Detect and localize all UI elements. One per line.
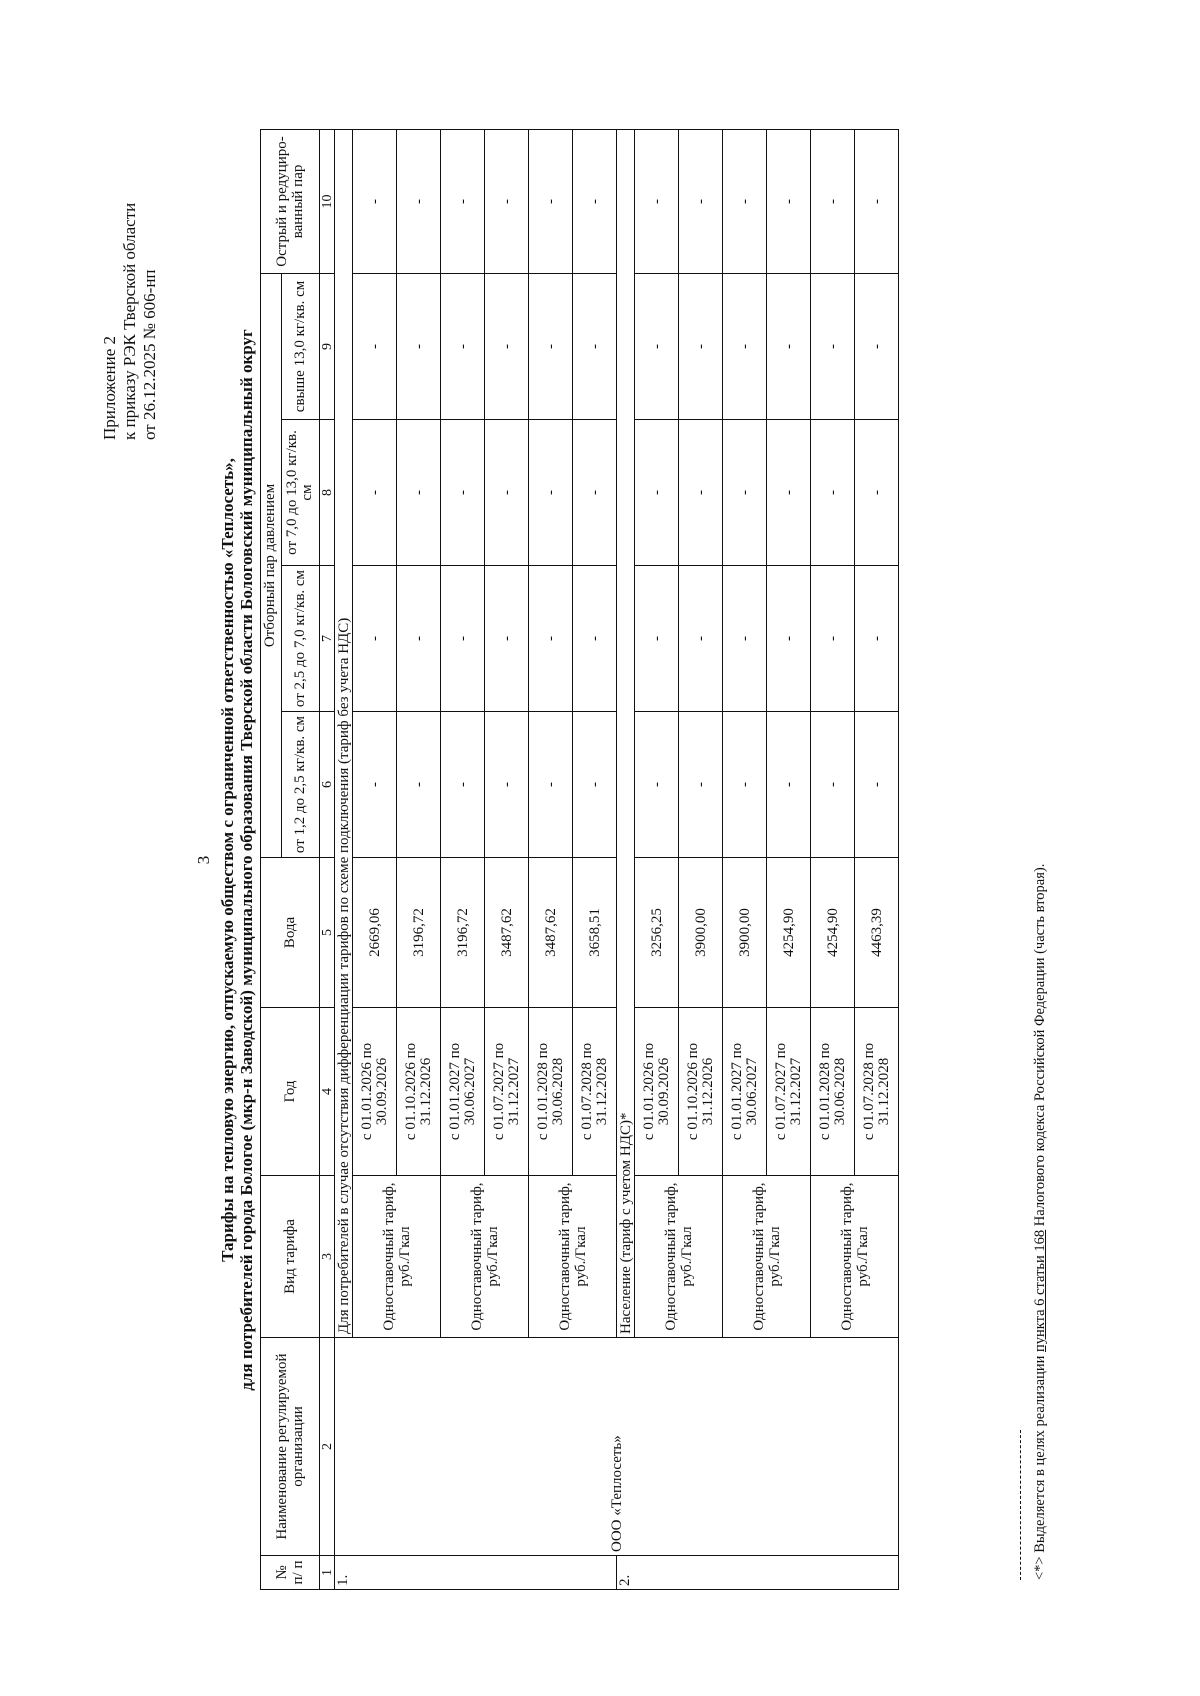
steam-sharp-cell: - [441,129,485,273]
period-cell: с 01.10.2026 по 31.12.2026 [397,1008,441,1176]
organization-name: ООО «Теплосеть» [335,1338,899,1556]
tariff-type-cell: Одноставочный тариф, руб./Гкал [635,1176,723,1338]
steam-p1-cell: - [573,712,617,858]
steam-p3-cell: - [485,420,529,566]
steam-p1-cell: - [353,712,397,858]
steam-p4-cell: - [485,273,529,419]
period-cell: с 01.01.2026 по 30.09.2026 [635,1008,679,1176]
water-cell: 4254,90 [767,858,811,1008]
index-cell: 1 [320,1556,335,1590]
steam-sharp-cell: - [397,129,441,273]
footnote-law-link[interactable]: пункта 6 статьи 168 [1032,1229,1048,1353]
appendix-block [100,140,160,440]
period-cell: с 01.01.2028 по 30.06.2028 [529,1008,573,1176]
title-line-1: Тарифы на тепловую энергию, отпускаемую обществом с ограниченной ответственностью «Теплосеть», [218,458,237,1262]
table-body [320,129,899,1589]
period-cell: с 01.01.2026 по 30.09.2026 [353,1008,397,1176]
steam-sharp-cell: - [635,129,679,273]
footnote [1032,140,1049,1580]
steam-p1-cell: - [811,712,855,858]
header-pressure-3: от 7,0 до 13,0 кг/кв. см [281,420,319,566]
steam-p4-cell: - [723,273,767,419]
steam-p2-cell: - [441,566,485,712]
index-cell: 10 [320,129,335,273]
water-cell: 3256,25 [635,858,679,1008]
steam-sharp-cell: - [723,129,767,273]
index-cell: 9 [320,273,335,419]
steam-p3-cell: - [635,420,679,566]
section-caption: Для потребителей в случае отсутствия дифференциации тарифов по схеме подключения (тариф без учета НДС) [335,129,353,1337]
steam-p2-cell: - [767,566,811,712]
steam-p1-cell: - [485,712,529,858]
tariff-type-cell: Одноставочный тариф, руб./Гкал [811,1176,899,1338]
steam-sharp-cell: - [529,129,573,273]
steam-p1-cell: - [529,712,573,858]
steam-p2-cell: - [485,566,529,712]
section-number: 1. [335,1556,617,1590]
appendix-line-3: от 26.12.2025 № 606-нп [140,269,159,440]
header-steam-group: Отборный пар давлением [261,273,282,857]
index-cell: 5 [320,858,335,1008]
water-cell: 4254,90 [811,858,855,1008]
steam-p3-cell: - [529,420,573,566]
index-cell: 3 [320,1176,335,1338]
water-cell: 3487,62 [485,858,529,1008]
steam-p1-cell: - [723,712,767,858]
tariff-type-cell: Одноставочный тариф, руб./Гкал [441,1176,529,1338]
steam-p2-cell: - [353,566,397,712]
index-row [320,129,335,1589]
footnote-suffix: Налогового кодекса Российской Федерации (часть вторая). [1032,863,1048,1230]
steam-p2-cell: - [855,566,899,712]
steam-p4-cell: - [573,273,617,419]
header-pressure-1: от 1,2 до 2,5 кг/кв. см [281,712,319,858]
steam-p4-cell: - [679,273,723,419]
title-line-2: для потребителей города Бологое (мкр-н Заводской) муниципального образования Тверской области Бологовский муниципальный округ [237,329,256,1391]
period-cell: с 01.07.2027 по 31.12.2027 [485,1008,529,1176]
header-pressure-4: свыше 13,0 кг/кв. см [281,273,319,419]
steam-p1-cell: - [767,712,811,858]
period-cell: с 01.01.2027 по 30.06.2027 [441,1008,485,1176]
steam-sharp-cell: - [811,129,855,273]
steam-sharp-cell: - [353,129,397,273]
tariff-type-cell: Одноставочный тариф, руб./Гкал [723,1176,811,1338]
steam-p4-cell: - [529,273,573,419]
header-org: Наименование регулируемой организации [261,1338,320,1556]
steam-p4-cell: - [441,273,485,419]
steam-p3-cell: - [767,420,811,566]
steam-sharp-cell: - [573,129,617,273]
steam-p4-cell: - [635,273,679,419]
section-number: 2. [617,1556,899,1590]
footnote-divider [1020,1430,1021,1580]
steam-sharp-cell: - [855,129,899,273]
index-cell: 2 [320,1338,335,1556]
steam-p1-cell: - [441,712,485,858]
water-cell: 4463,39 [855,858,899,1008]
index-cell: 6 [320,712,335,858]
steam-p3-cell: - [353,420,397,566]
index-cell: 7 [320,566,335,712]
steam-p3-cell: - [397,420,441,566]
period-cell: с 01.07.2028 по 31.12.2028 [855,1008,899,1176]
appendix-line-2: к приказу РЭК Тверской области [120,202,139,440]
steam-p2-cell: - [679,566,723,712]
header-year: Год [261,1008,320,1176]
document-title [218,140,256,1580]
tariff-table [260,129,899,1590]
steam-p4-cell: - [353,273,397,419]
water-cell: 3196,72 [397,858,441,1008]
steam-p3-cell: - [679,420,723,566]
steam-p1-cell: - [855,712,899,858]
header-water: Вода [261,858,320,1008]
water-cell: 3487,62 [529,858,573,1008]
steam-p2-cell: - [635,566,679,712]
steam-p2-cell: - [573,566,617,712]
period-cell: с 01.07.2027 по 31.12.2027 [767,1008,811,1176]
header-tariff-type: Вид тарифа [261,1176,320,1338]
steam-p2-cell: - [811,566,855,712]
steam-p4-cell: - [767,273,811,419]
section-caption: Население (тариф с учетом НДС)* [617,129,635,1337]
water-cell: 3900,00 [723,858,767,1008]
period-cell: с 01.10.2026 по 31.12.2026 [679,1008,723,1176]
steam-sharp-cell: - [485,129,529,273]
table-header [261,129,320,1589]
steam-p2-cell: - [529,566,573,712]
steam-p3-cell: - [573,420,617,566]
steam-p4-cell: - [397,273,441,419]
index-cell: 8 [320,420,335,566]
header-sharp-steam: Острый и редуциро- ванный пар [261,129,320,273]
steam-p4-cell: - [855,273,899,419]
steam-p3-cell: - [811,420,855,566]
steam-sharp-cell: - [767,129,811,273]
water-cell: 3196,72 [441,858,485,1008]
steam-p3-cell: - [855,420,899,566]
footnote-prefix: <*> Выделяется в целях реализации [1032,1352,1048,1580]
page-number: 3 [194,855,213,865]
tariff-type-cell: Одноставочный тариф, руб./Гкал [353,1176,441,1338]
tariff-type-cell: Одноставочный тариф, руб./Гкал [529,1176,617,1338]
index-cell: 4 [320,1008,335,1176]
period-cell: с 01.01.2027 по 30.06.2027 [723,1008,767,1176]
header-pressure-2: от 2,5 до 7,0 кг/кв. см [281,566,319,712]
water-cell: 3658,51 [573,858,617,1008]
steam-p3-cell: - [723,420,767,566]
period-cell: с 01.01.2028 по 30.06.2028 [811,1008,855,1176]
steam-sharp-cell: - [679,129,723,273]
period-cell: с 01.07.2028 по 31.12.2028 [573,1008,617,1176]
steam-p1-cell: - [679,712,723,858]
water-cell: 3900,00 [679,858,723,1008]
section-row [335,129,353,1589]
appendix-line-1: Приложение 2 [100,336,119,440]
steam-p3-cell: - [441,420,485,566]
steam-p1-cell: - [635,712,679,858]
steam-p2-cell: - [397,566,441,712]
steam-p2-cell: - [723,566,767,712]
steam-p1-cell: - [397,712,441,858]
rotated-page-content [100,130,1100,1590]
header-num: № п/ п [261,1556,320,1590]
water-cell: 2669,06 [353,858,397,1008]
steam-p4-cell: - [811,273,855,419]
